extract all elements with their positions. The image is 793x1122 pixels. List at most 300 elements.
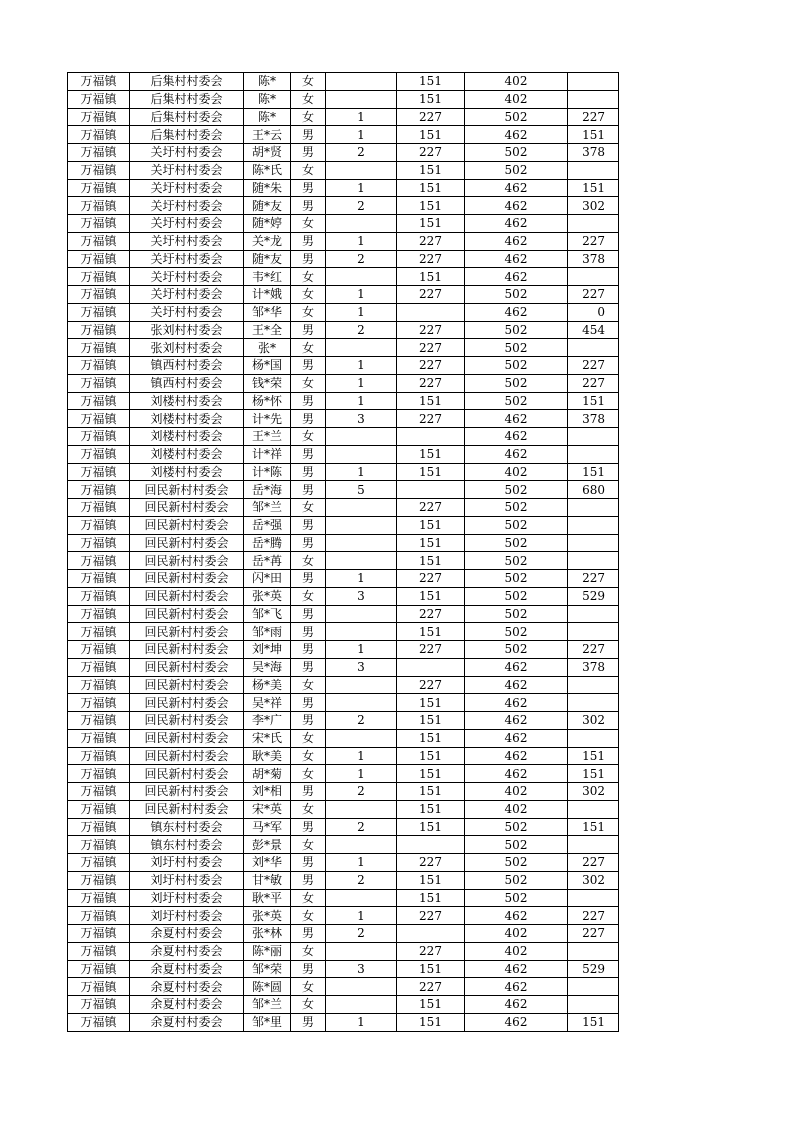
amount-cell: 302 bbox=[568, 871, 619, 889]
value-a-cell: 151 bbox=[397, 765, 465, 783]
value-a-cell: 151 bbox=[397, 712, 465, 730]
value-a-cell: 151 bbox=[397, 516, 465, 534]
town-cell: 万福镇 bbox=[68, 942, 130, 960]
town-cell: 万福镇 bbox=[68, 374, 130, 392]
town-cell: 万福镇 bbox=[68, 232, 130, 250]
table-row bbox=[68, 499, 619, 517]
value-a-cell: 227 bbox=[397, 605, 465, 623]
village-committee-cell: 回民新村村委会 bbox=[130, 658, 244, 676]
name-cell: 宋*氏 bbox=[244, 729, 291, 747]
count-cell: 2 bbox=[326, 197, 397, 215]
count-cell bbox=[326, 889, 397, 907]
value-b-cell: 462 bbox=[465, 428, 568, 446]
amount-cell bbox=[568, 978, 619, 996]
value-b-cell: 402 bbox=[465, 90, 568, 108]
name-cell: 马*军 bbox=[244, 818, 291, 836]
village-committee-cell: 关圩村村委会 bbox=[130, 232, 244, 250]
count-cell: 1 bbox=[326, 357, 397, 375]
town-cell: 万福镇 bbox=[68, 889, 130, 907]
value-a-cell: 151 bbox=[397, 463, 465, 481]
count-cell: 1 bbox=[326, 374, 397, 392]
amount-cell: 302 bbox=[568, 197, 619, 215]
name-cell: 胡*菊 bbox=[244, 765, 291, 783]
table-row bbox=[68, 854, 619, 872]
value-b-cell: 502 bbox=[465, 357, 568, 375]
town-cell: 万福镇 bbox=[68, 481, 130, 499]
village-committee-cell: 后集村村委会 bbox=[130, 108, 244, 126]
gender-cell: 男 bbox=[291, 641, 326, 659]
name-cell: 岳*苒 bbox=[244, 552, 291, 570]
gender-cell: 女 bbox=[291, 161, 326, 179]
value-a-cell: 151 bbox=[397, 161, 465, 179]
village-committee-cell: 刘圩村村委会 bbox=[130, 907, 244, 925]
gender-cell: 男 bbox=[291, 126, 326, 144]
value-a-cell: 151 bbox=[397, 534, 465, 552]
town-cell: 万福镇 bbox=[68, 144, 130, 162]
amount-cell bbox=[568, 889, 619, 907]
value-a-cell: 227 bbox=[397, 410, 465, 428]
name-cell: 随*婷 bbox=[244, 215, 291, 233]
table-row bbox=[68, 232, 619, 250]
village-committee-cell: 关圩村村委会 bbox=[130, 161, 244, 179]
value-b-cell: 502 bbox=[465, 286, 568, 304]
village-committee-cell: 后集村村委会 bbox=[130, 73, 244, 91]
value-a-cell: 151 bbox=[397, 889, 465, 907]
gender-cell: 男 bbox=[291, 410, 326, 428]
amount-cell: 227 bbox=[568, 570, 619, 588]
name-cell: 陈*丽 bbox=[244, 942, 291, 960]
count-cell: 3 bbox=[326, 658, 397, 676]
table-row bbox=[68, 871, 619, 889]
value-b-cell: 462 bbox=[465, 712, 568, 730]
gender-cell: 女 bbox=[291, 836, 326, 854]
town-cell: 万福镇 bbox=[68, 570, 130, 588]
count-cell: 1 bbox=[326, 570, 397, 588]
table-row bbox=[68, 587, 619, 605]
town-cell: 万福镇 bbox=[68, 499, 130, 517]
amount-cell: 378 bbox=[568, 658, 619, 676]
amount-cell: 378 bbox=[568, 144, 619, 162]
town-cell: 万福镇 bbox=[68, 179, 130, 197]
amount-cell bbox=[568, 445, 619, 463]
amount-cell: 227 bbox=[568, 286, 619, 304]
value-a-cell bbox=[397, 428, 465, 446]
town-cell: 万福镇 bbox=[68, 712, 130, 730]
value-a-cell: 151 bbox=[397, 126, 465, 144]
table-row bbox=[68, 729, 619, 747]
name-cell: 韦*红 bbox=[244, 268, 291, 286]
count-cell bbox=[326, 268, 397, 286]
value-b-cell: 502 bbox=[465, 321, 568, 339]
value-b-cell: 462 bbox=[465, 410, 568, 428]
village-committee-cell: 回民新村村委会 bbox=[130, 534, 244, 552]
village-committee-cell: 关圩村村委会 bbox=[130, 144, 244, 162]
count-cell: 1 bbox=[326, 907, 397, 925]
amount-cell bbox=[568, 729, 619, 747]
name-cell: 邹*兰 bbox=[244, 499, 291, 517]
count-cell bbox=[326, 729, 397, 747]
gender-cell: 女 bbox=[291, 800, 326, 818]
village-committee-cell: 回民新村村委会 bbox=[130, 587, 244, 605]
count-cell bbox=[326, 161, 397, 179]
value-a-cell: 227 bbox=[397, 570, 465, 588]
name-cell: 邹*荣 bbox=[244, 960, 291, 978]
data-table bbox=[67, 72, 619, 1032]
count-cell bbox=[326, 623, 397, 641]
value-b-cell: 502 bbox=[465, 534, 568, 552]
village-committee-cell: 关圩村村委会 bbox=[130, 268, 244, 286]
gender-cell: 男 bbox=[291, 197, 326, 215]
table-row bbox=[68, 960, 619, 978]
name-cell: 邹*雨 bbox=[244, 623, 291, 641]
count-cell: 1 bbox=[326, 179, 397, 197]
table-row bbox=[68, 783, 619, 801]
name-cell: 张*英 bbox=[244, 907, 291, 925]
village-committee-cell: 回民新村村委会 bbox=[130, 570, 244, 588]
value-b-cell: 502 bbox=[465, 587, 568, 605]
name-cell: 王*兰 bbox=[244, 428, 291, 446]
village-committee-cell: 关圩村村委会 bbox=[130, 197, 244, 215]
gender-cell: 男 bbox=[291, 516, 326, 534]
count-cell bbox=[326, 605, 397, 623]
value-a-cell: 227 bbox=[397, 232, 465, 250]
gender-cell: 女 bbox=[291, 907, 326, 925]
name-cell: 张*英 bbox=[244, 587, 291, 605]
town-cell: 万福镇 bbox=[68, 534, 130, 552]
value-b-cell: 462 bbox=[465, 765, 568, 783]
amount-cell bbox=[568, 552, 619, 570]
count-cell bbox=[326, 694, 397, 712]
town-cell: 万福镇 bbox=[68, 215, 130, 233]
village-committee-cell: 回民新村村委会 bbox=[130, 694, 244, 712]
gender-cell: 男 bbox=[291, 570, 326, 588]
count-cell bbox=[326, 90, 397, 108]
value-b-cell: 502 bbox=[465, 516, 568, 534]
table-row bbox=[68, 215, 619, 233]
value-a-cell: 151 bbox=[397, 729, 465, 747]
value-b-cell: 462 bbox=[465, 1013, 568, 1031]
value-a-cell bbox=[397, 303, 465, 321]
value-b-cell: 502 bbox=[465, 374, 568, 392]
table-row bbox=[68, 694, 619, 712]
table-body bbox=[68, 73, 619, 1032]
value-a-cell bbox=[397, 481, 465, 499]
village-committee-cell: 镇西村村委会 bbox=[130, 374, 244, 392]
value-a-cell: 151 bbox=[397, 215, 465, 233]
gender-cell: 女 bbox=[291, 587, 326, 605]
value-a-cell: 151 bbox=[397, 73, 465, 91]
gender-cell: 男 bbox=[291, 534, 326, 552]
table-row bbox=[68, 534, 619, 552]
name-cell: 随*友 bbox=[244, 250, 291, 268]
value-b-cell: 462 bbox=[465, 729, 568, 747]
town-cell: 万福镇 bbox=[68, 871, 130, 889]
count-cell: 2 bbox=[326, 783, 397, 801]
name-cell: 陈* bbox=[244, 73, 291, 91]
table-row bbox=[68, 800, 619, 818]
value-b-cell: 462 bbox=[465, 978, 568, 996]
table-row bbox=[68, 712, 619, 730]
table-row bbox=[68, 357, 619, 375]
village-committee-cell: 镇西村村委会 bbox=[130, 357, 244, 375]
town-cell: 万福镇 bbox=[68, 321, 130, 339]
village-committee-cell: 镇东村村委会 bbox=[130, 818, 244, 836]
value-b-cell: 502 bbox=[465, 481, 568, 499]
value-b-cell: 462 bbox=[465, 676, 568, 694]
amount-cell bbox=[568, 428, 619, 446]
count-cell bbox=[326, 552, 397, 570]
name-cell: 杨*国 bbox=[244, 357, 291, 375]
village-committee-cell: 张刘村村委会 bbox=[130, 339, 244, 357]
value-a-cell: 151 bbox=[397, 197, 465, 215]
value-a-cell: 227 bbox=[397, 641, 465, 659]
count-cell bbox=[326, 978, 397, 996]
amount-cell: 680 bbox=[568, 481, 619, 499]
value-b-cell: 402 bbox=[465, 925, 568, 943]
gender-cell: 女 bbox=[291, 729, 326, 747]
value-a-cell: 151 bbox=[397, 90, 465, 108]
table-row bbox=[68, 818, 619, 836]
table-row bbox=[68, 428, 619, 446]
gender-cell: 男 bbox=[291, 658, 326, 676]
amount-cell: 378 bbox=[568, 410, 619, 428]
town-cell: 万福镇 bbox=[68, 747, 130, 765]
name-cell: 关*龙 bbox=[244, 232, 291, 250]
town-cell: 万福镇 bbox=[68, 907, 130, 925]
value-a-cell: 227 bbox=[397, 942, 465, 960]
value-a-cell bbox=[397, 836, 465, 854]
amount-cell bbox=[568, 215, 619, 233]
value-b-cell: 462 bbox=[465, 747, 568, 765]
value-b-cell: 502 bbox=[465, 871, 568, 889]
town-cell: 万福镇 bbox=[68, 268, 130, 286]
value-b-cell: 502 bbox=[465, 499, 568, 517]
village-committee-cell: 刘楼村村委会 bbox=[130, 445, 244, 463]
table-row bbox=[68, 197, 619, 215]
name-cell: 耿*平 bbox=[244, 889, 291, 907]
count-cell: 5 bbox=[326, 481, 397, 499]
value-a-cell: 151 bbox=[397, 392, 465, 410]
value-b-cell: 502 bbox=[465, 836, 568, 854]
amount-cell: 151 bbox=[568, 747, 619, 765]
gender-cell: 男 bbox=[291, 1013, 326, 1031]
count-cell: 2 bbox=[326, 144, 397, 162]
value-b-cell: 462 bbox=[465, 445, 568, 463]
gender-cell: 女 bbox=[291, 303, 326, 321]
town-cell: 万福镇 bbox=[68, 463, 130, 481]
town-cell: 万福镇 bbox=[68, 765, 130, 783]
value-b-cell: 402 bbox=[465, 800, 568, 818]
value-a-cell: 151 bbox=[397, 552, 465, 570]
amount-cell: 227 bbox=[568, 232, 619, 250]
table-row bbox=[68, 676, 619, 694]
village-committee-cell: 回民新村村委会 bbox=[130, 783, 244, 801]
amount-cell bbox=[568, 676, 619, 694]
village-committee-cell: 回民新村村委会 bbox=[130, 552, 244, 570]
gender-cell: 女 bbox=[291, 73, 326, 91]
table-row bbox=[68, 658, 619, 676]
name-cell: 杨*美 bbox=[244, 676, 291, 694]
count-cell: 1 bbox=[326, 747, 397, 765]
value-b-cell: 502 bbox=[465, 392, 568, 410]
name-cell: 计*陈 bbox=[244, 463, 291, 481]
count-cell: 1 bbox=[326, 765, 397, 783]
value-b-cell: 502 bbox=[465, 818, 568, 836]
value-a-cell: 151 bbox=[397, 694, 465, 712]
town-cell: 万福镇 bbox=[68, 605, 130, 623]
count-cell bbox=[326, 339, 397, 357]
amount-cell bbox=[568, 942, 619, 960]
value-b-cell: 502 bbox=[465, 108, 568, 126]
gender-cell: 女 bbox=[291, 108, 326, 126]
value-a-cell: 151 bbox=[397, 747, 465, 765]
name-cell: 岳*腾 bbox=[244, 534, 291, 552]
amount-cell: 529 bbox=[568, 587, 619, 605]
amount-cell bbox=[568, 268, 619, 286]
value-a-cell: 151 bbox=[397, 871, 465, 889]
name-cell: 胡*贤 bbox=[244, 144, 291, 162]
value-b-cell: 402 bbox=[465, 73, 568, 91]
gender-cell: 男 bbox=[291, 818, 326, 836]
table-row bbox=[68, 73, 619, 91]
gender-cell: 男 bbox=[291, 321, 326, 339]
value-a-cell: 227 bbox=[397, 144, 465, 162]
table-row bbox=[68, 889, 619, 907]
village-committee-cell: 回民新村村委会 bbox=[130, 800, 244, 818]
table-row bbox=[68, 907, 619, 925]
value-a-cell: 151 bbox=[397, 1013, 465, 1031]
name-cell: 闪*田 bbox=[244, 570, 291, 588]
table-row bbox=[68, 516, 619, 534]
name-cell: 陈* bbox=[244, 108, 291, 126]
town-cell: 万福镇 bbox=[68, 996, 130, 1014]
value-b-cell: 502 bbox=[465, 623, 568, 641]
village-committee-cell: 张刘村村委会 bbox=[130, 321, 244, 339]
value-a-cell: 227 bbox=[397, 339, 465, 357]
value-a-cell: 227 bbox=[397, 357, 465, 375]
name-cell: 邹*飞 bbox=[244, 605, 291, 623]
gender-cell: 女 bbox=[291, 889, 326, 907]
gender-cell: 男 bbox=[291, 783, 326, 801]
town-cell: 万福镇 bbox=[68, 587, 130, 605]
amount-cell: 378 bbox=[568, 250, 619, 268]
value-b-cell: 502 bbox=[465, 605, 568, 623]
value-b-cell: 462 bbox=[465, 694, 568, 712]
village-committee-cell: 回民新村村委会 bbox=[130, 641, 244, 659]
amount-cell: 151 bbox=[568, 765, 619, 783]
town-cell: 万福镇 bbox=[68, 108, 130, 126]
amount-cell bbox=[568, 499, 619, 517]
town-cell: 万福镇 bbox=[68, 250, 130, 268]
town-cell: 万福镇 bbox=[68, 960, 130, 978]
name-cell: 计*祥 bbox=[244, 445, 291, 463]
value-a-cell: 227 bbox=[397, 321, 465, 339]
amount-cell: 302 bbox=[568, 783, 619, 801]
count-cell: 1 bbox=[326, 641, 397, 659]
amount-cell bbox=[568, 623, 619, 641]
table-row bbox=[68, 250, 619, 268]
village-committee-cell: 回民新村村委会 bbox=[130, 499, 244, 517]
value-b-cell: 402 bbox=[465, 783, 568, 801]
name-cell: 李*广 bbox=[244, 712, 291, 730]
value-b-cell: 502 bbox=[465, 161, 568, 179]
table-row bbox=[68, 570, 619, 588]
table-row bbox=[68, 108, 619, 126]
name-cell: 随*朱 bbox=[244, 179, 291, 197]
village-committee-cell: 后集村村委会 bbox=[130, 126, 244, 144]
name-cell: 岳*强 bbox=[244, 516, 291, 534]
gender-cell: 男 bbox=[291, 250, 326, 268]
amount-cell bbox=[568, 534, 619, 552]
town-cell: 万福镇 bbox=[68, 286, 130, 304]
table-row bbox=[68, 836, 619, 854]
town-cell: 万福镇 bbox=[68, 978, 130, 996]
table-row bbox=[68, 605, 619, 623]
village-committee-cell: 回民新村村委会 bbox=[130, 481, 244, 499]
town-cell: 万福镇 bbox=[68, 623, 130, 641]
amount-cell: 227 bbox=[568, 641, 619, 659]
value-a-cell: 151 bbox=[397, 587, 465, 605]
town-cell: 万福镇 bbox=[68, 339, 130, 357]
town-cell: 万福镇 bbox=[68, 516, 130, 534]
gender-cell: 男 bbox=[291, 712, 326, 730]
amount-cell bbox=[568, 161, 619, 179]
value-a-cell bbox=[397, 658, 465, 676]
name-cell: 邹*兰 bbox=[244, 996, 291, 1014]
value-a-cell: 151 bbox=[397, 800, 465, 818]
gender-cell: 男 bbox=[291, 481, 326, 499]
name-cell: 钱*荣 bbox=[244, 374, 291, 392]
count-cell: 1 bbox=[326, 286, 397, 304]
town-cell: 万福镇 bbox=[68, 818, 130, 836]
name-cell: 吴*祥 bbox=[244, 694, 291, 712]
village-committee-cell: 关圩村村委会 bbox=[130, 250, 244, 268]
name-cell: 陈* bbox=[244, 90, 291, 108]
village-committee-cell: 刘楼村村委会 bbox=[130, 392, 244, 410]
table-row bbox=[68, 286, 619, 304]
table-row bbox=[68, 410, 619, 428]
amount-cell bbox=[568, 996, 619, 1014]
table-row bbox=[68, 392, 619, 410]
name-cell: 计*先 bbox=[244, 410, 291, 428]
table-row bbox=[68, 126, 619, 144]
name-cell: 刘*坤 bbox=[244, 641, 291, 659]
table-row bbox=[68, 90, 619, 108]
table-row bbox=[68, 374, 619, 392]
village-committee-cell: 后集村村委会 bbox=[130, 90, 244, 108]
table-row bbox=[68, 996, 619, 1014]
amount-cell bbox=[568, 90, 619, 108]
gender-cell: 男 bbox=[291, 854, 326, 872]
table-row bbox=[68, 144, 619, 162]
value-a-cell: 227 bbox=[397, 499, 465, 517]
count-cell: 1 bbox=[326, 463, 397, 481]
name-cell: 甘*敏 bbox=[244, 871, 291, 889]
count-cell: 1 bbox=[326, 1013, 397, 1031]
gender-cell: 女 bbox=[291, 942, 326, 960]
village-committee-cell: 关圩村村委会 bbox=[130, 303, 244, 321]
table-row bbox=[68, 623, 619, 641]
value-a-cell: 151 bbox=[397, 783, 465, 801]
value-b-cell: 462 bbox=[465, 268, 568, 286]
name-cell: 陈*氏 bbox=[244, 161, 291, 179]
value-b-cell: 462 bbox=[465, 658, 568, 676]
gender-cell: 女 bbox=[291, 286, 326, 304]
value-a-cell: 151 bbox=[397, 268, 465, 286]
value-b-cell: 502 bbox=[465, 339, 568, 357]
value-b-cell: 462 bbox=[465, 215, 568, 233]
amount-cell: 227 bbox=[568, 925, 619, 943]
